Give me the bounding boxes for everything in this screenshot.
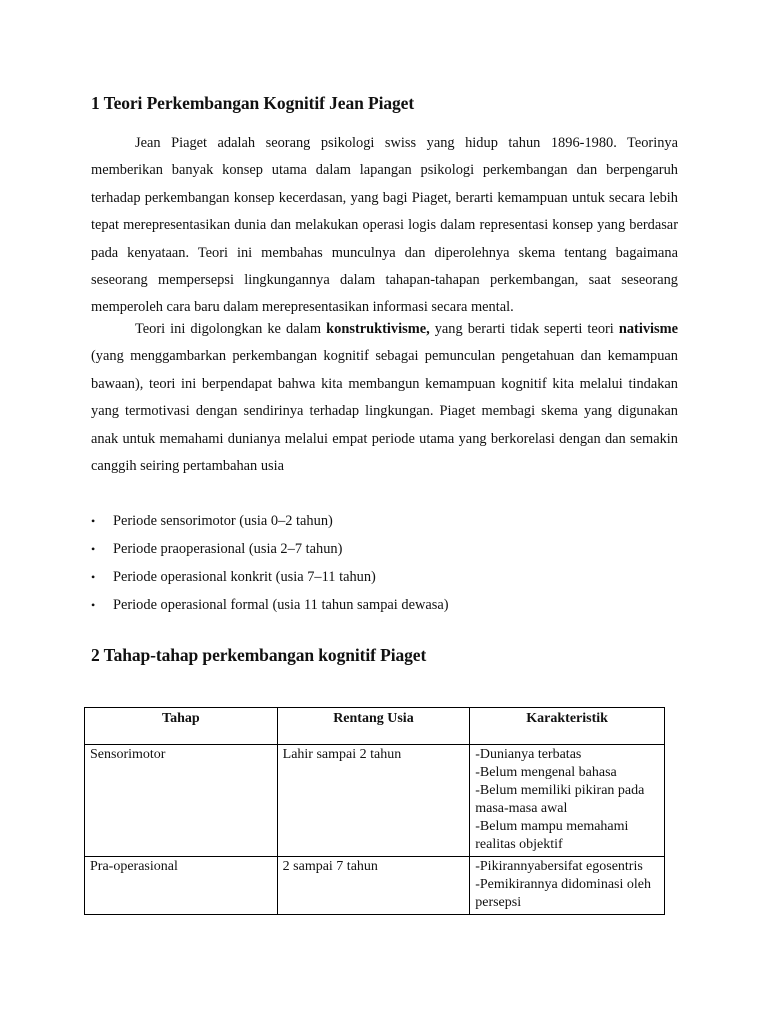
list-item-text: Periode operasional konkrit (usia 7–11 tahun)	[113, 569, 376, 585]
list-item-text: Periode praoperasional (usia 2–7 tahun)	[113, 541, 343, 557]
cell-karakteristik	[470, 745, 665, 857]
constructivism-paragraph	[91, 316, 678, 480]
paragraph-text: (yang menggambarkan perkembangan kognitif sebagai pemunculan pengetahuan dan kemampuan bawaan), teori ini berpendapat bahwa kita membangun kemampuan kognitif kita melalui tindakan yang termotivasi dengan sendirinya terhadap lingkungan. Piaget membagi skema yang digunakan anak untuk memahami dunianya melalui empat periode utama yang berkorelasi dengan dan semakin canggih seiring pertambahan usia	[91, 348, 678, 475]
bullet-icon: •	[91, 542, 96, 556]
list-item	[91, 535, 449, 563]
characteristic-line: -Belum memiliki pikiran pada masa-masa awal	[475, 783, 645, 816]
column-header-tahap: Tahap	[85, 708, 278, 745]
cell-rentang: 2 sampai 7 tahun	[277, 857, 470, 915]
stages-table	[84, 707, 665, 915]
column-header-rentang-usia: Rentang Usia	[277, 708, 470, 745]
term-konstruktivisme: konstruktivisme,	[326, 321, 430, 337]
table-row	[85, 745, 665, 857]
characteristic-line: -Belum mampu memahami realitas objektif	[475, 819, 629, 852]
table-row	[85, 857, 665, 915]
list-item-text: Periode sensorimotor (usia 0–2 tahun)	[113, 513, 333, 529]
bullet-icon: •	[91, 598, 96, 612]
paragraph-text: yang berarti tidak seperti teori	[429, 321, 619, 337]
characteristic-line: -Pikirannyabersifat egosentris	[475, 859, 643, 874]
table-header-row	[85, 708, 665, 745]
cell-tahap: Sensorimotor	[85, 745, 278, 857]
cell-karakteristik	[470, 857, 665, 915]
characteristic-line: -Pemikirannya didominasi oleh persepsi	[475, 877, 651, 910]
cell-rentang: Lahir sampai 2 tahun	[277, 745, 470, 857]
list-item	[91, 507, 449, 535]
period-bullet-list	[91, 507, 449, 619]
list-item	[91, 563, 449, 591]
term-nativisme: nativisme	[618, 321, 678, 337]
section-heading-1: 1 Teori Perkembangan Kognitif Jean Piaget	[91, 93, 415, 113]
section-heading-2: 2 Tahap-tahap perkembangan kognitif Piaget	[91, 645, 427, 665]
paragraph-text: Teori ini digolongkan ke dalam	[135, 321, 327, 337]
intro-paragraph: Jean Piaget adalah seorang psikologi swiss yang hidup tahun 1896-1980. Teorinya memberikan banyak konsep utama dalam lapangan psikologi perkembangan dan berpengaruh terhadap perkembangan konsep kecerdasan, yang bagi Piaget, berarti kemampuan untuk secara lebih tepat merepresentasikan dunia dan melakukan operasi logis dalam representasi konsep yang berdasar pada kenyataan. Teori ini membahas munculnya dan diperolehnya skema tentang bagaimana seseorang mempersepsi lingkungannya dalam tahapan-tahapan perkembangan, saat seseorang memperoleh cara baru dalam merepresentasikan informasi secara mental.	[91, 135, 678, 316]
characteristic-line: -Belum mengenal bahasa	[475, 765, 617, 780]
bullet-icon: •	[91, 570, 96, 584]
characteristic-line: -Dunianya terbatas	[475, 747, 582, 762]
column-header-karakteristik: Karakteristik	[470, 708, 665, 745]
bullet-icon: •	[91, 514, 96, 528]
list-item-text: Periode operasional formal (usia 11 tahun sampai dewasa)	[113, 597, 449, 613]
cell-tahap: Pra-operasional	[85, 857, 278, 915]
list-item	[91, 591, 449, 619]
